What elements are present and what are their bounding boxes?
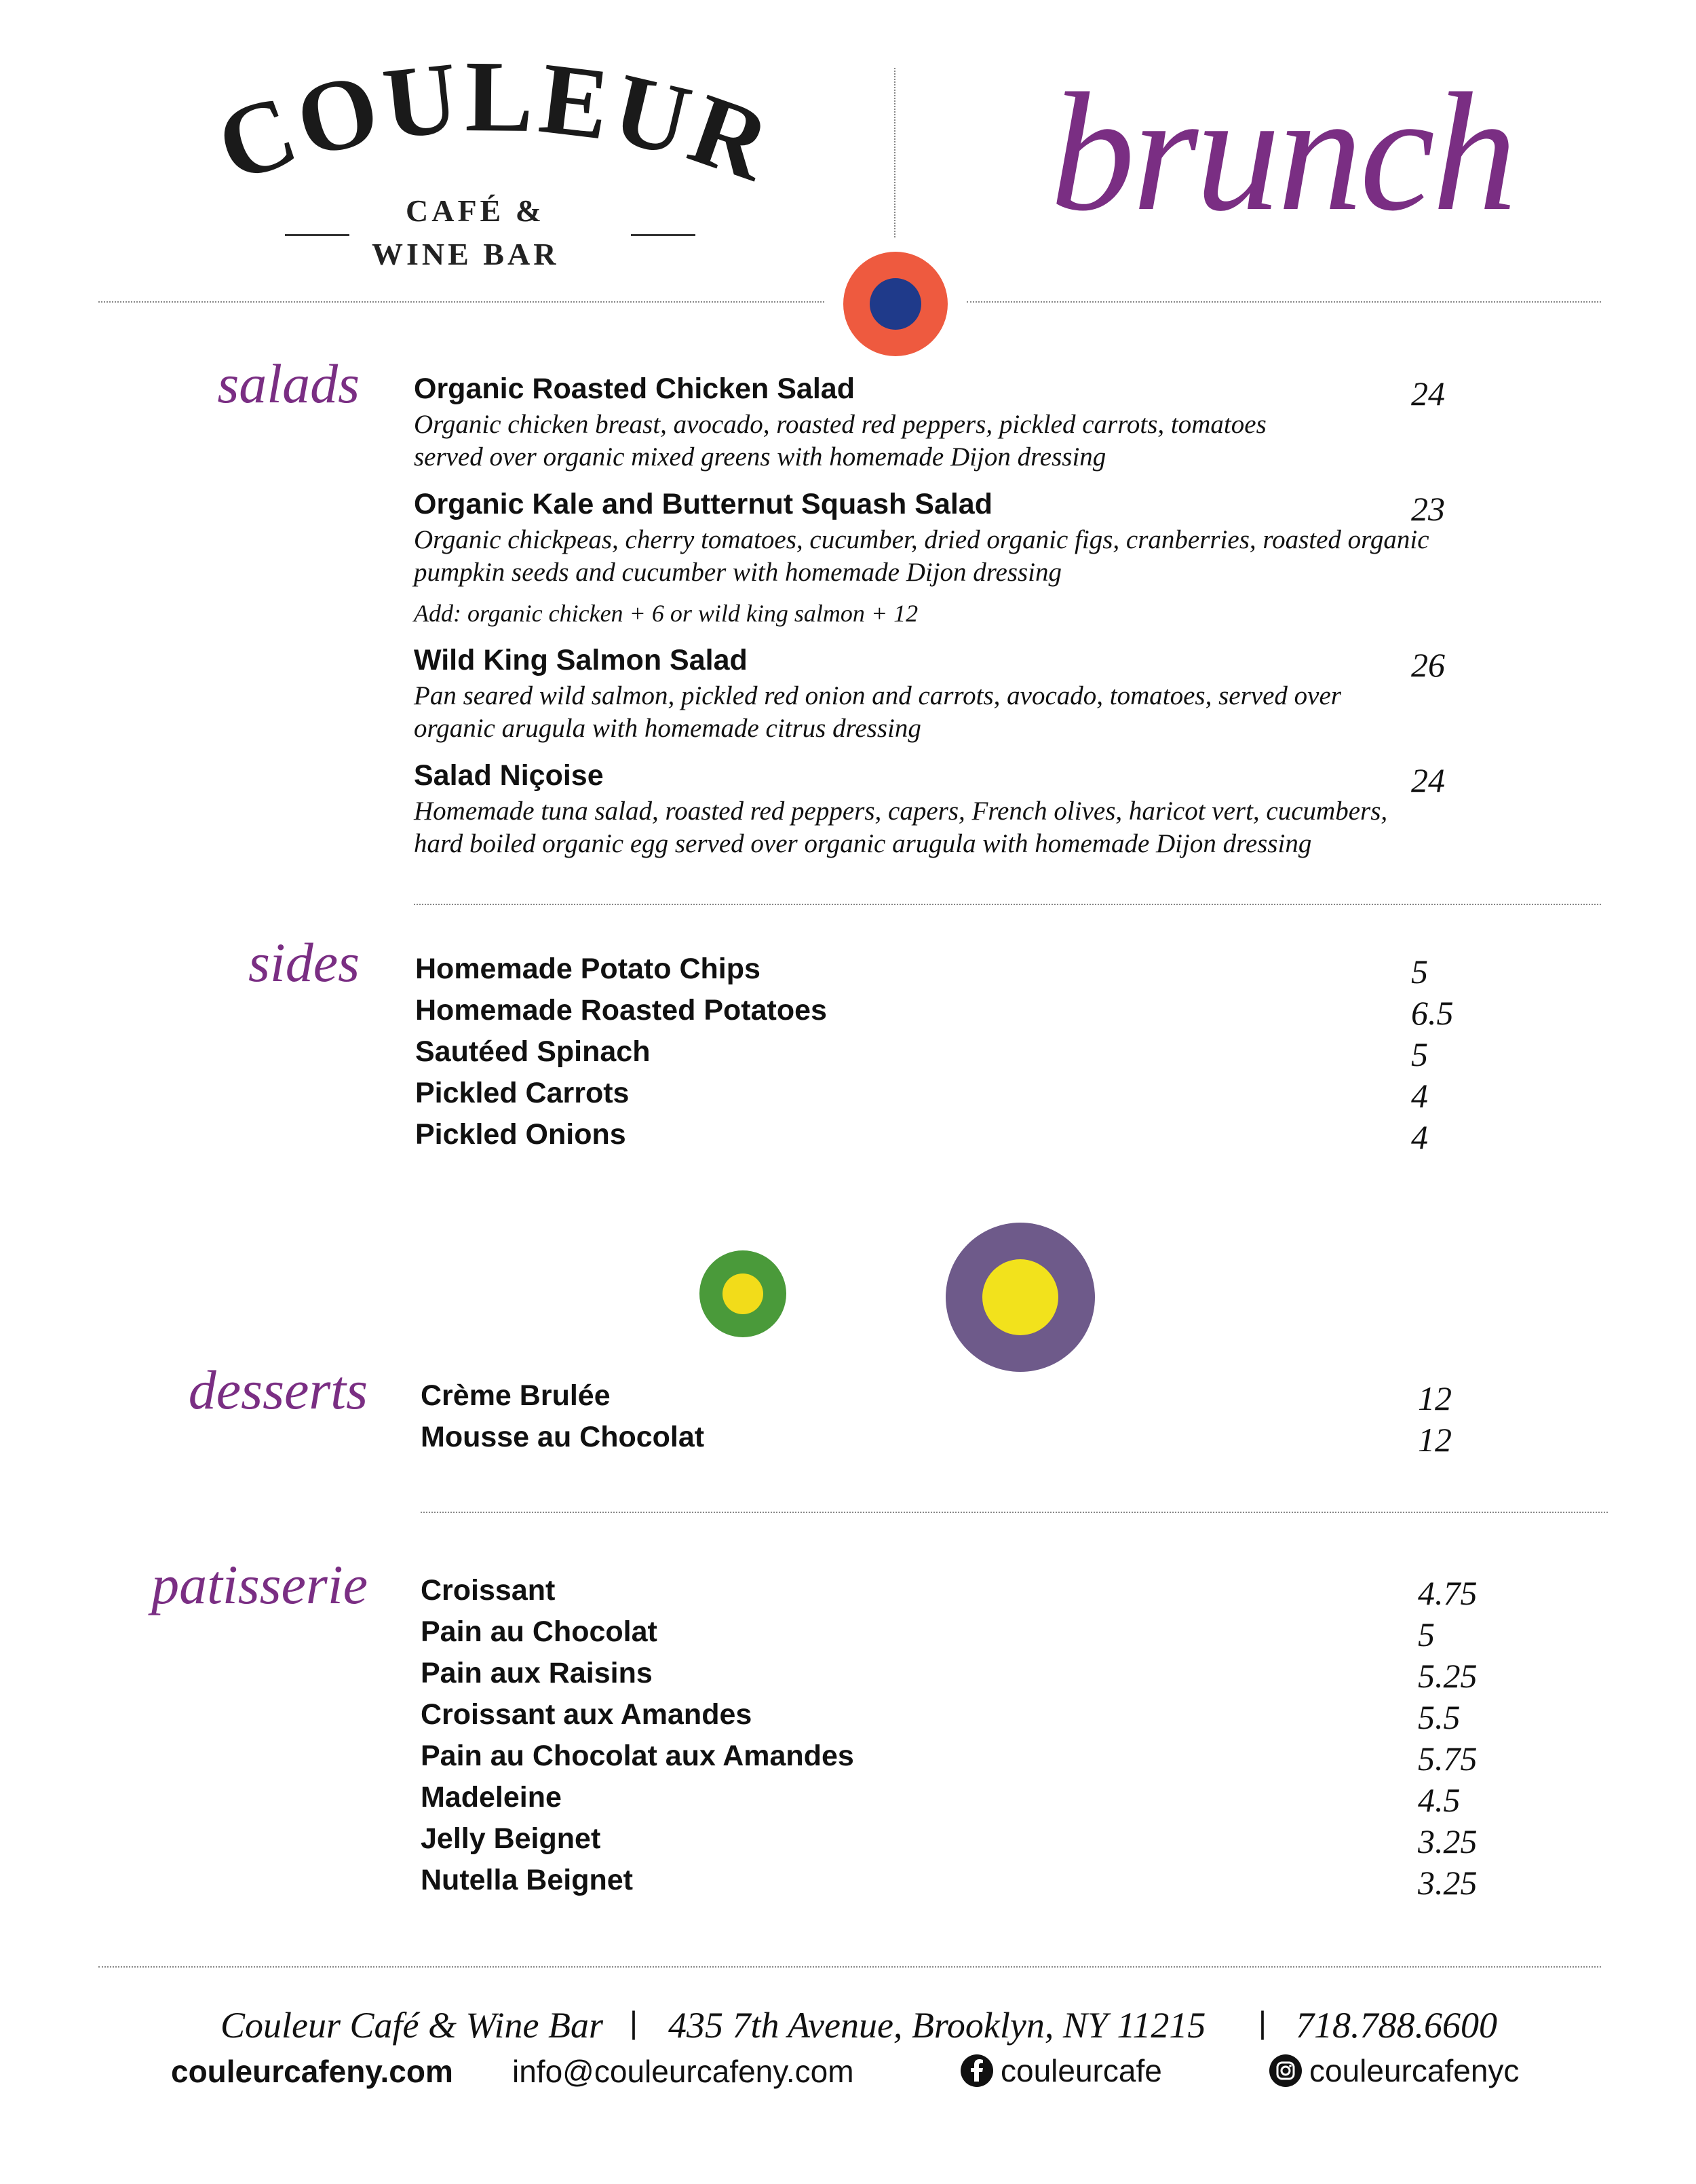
item-name: Jelly Beignet (421, 1822, 601, 1855)
item-name: Madeleine (421, 1781, 562, 1814)
item-name: Pickled Carrots (415, 1077, 630, 1109)
item-name: Pain au Chocolat (421, 1615, 657, 1648)
header-rule-left (98, 301, 824, 303)
footer-website-link[interactable]: couleurcafeny.com (171, 2054, 453, 2089)
footer-separator: | (1258, 2005, 1267, 2040)
item-name: Crème Brulée (421, 1379, 611, 1412)
item-name: Salad Niçoise (414, 759, 604, 792)
item-name: Wild King Salmon Salad (414, 644, 748, 676)
footer-rule (98, 1966, 1601, 1968)
item-desc: Organic chickpeas, cherry tomatoes, cucumber, dried organic figs, cranberries, roasted organic (414, 525, 1429, 554)
item-price: 4.75 (1418, 1574, 1478, 1612)
decor-dot-red-icon (841, 250, 950, 358)
footer-email-link[interactable]: info@couleurcafeny.com (512, 2054, 854, 2089)
instagram-icon (1269, 2054, 1303, 2088)
item-price: 3.25 (1418, 1822, 1478, 1860)
item-price: 4 (1411, 1118, 1428, 1156)
logo-line-winebar: WINE BAR (372, 237, 560, 271)
item-name: Mousse au Chocolat (421, 1421, 705, 1453)
item-name: Croissant aux Amandes (421, 1698, 752, 1731)
item-desc: Organic chicken breast, avocado, roasted red peppers, pickled carrots, tomatoes (414, 410, 1267, 439)
item-price: 5.25 (1418, 1657, 1478, 1695)
item-price: 26 (1411, 646, 1445, 684)
logo-line-cafe: CAFÉ & (406, 193, 545, 228)
item-price: 12 (1418, 1421, 1452, 1459)
item-price: 4 (1411, 1077, 1428, 1115)
section-label-patisserie: patisserie (151, 1554, 368, 1615)
section-label-salads: salads (217, 353, 360, 415)
item-price: 5.5 (1418, 1698, 1461, 1736)
item-desc: Homemade tuna salad, roasted red peppers, capers, French olives, haricot vert, cucumbers, (414, 797, 1388, 826)
svg-text:COULEUR (204, 54, 787, 204)
divider-salads (414, 904, 1601, 905)
footer-address: 435 7th Avenue, Brooklyn, NY 11215 (668, 2005, 1206, 2046)
footer-separator: | (630, 2005, 638, 2040)
footer-instagram[interactable] (1269, 2054, 1519, 2088)
item-name: Croissant (421, 1574, 556, 1607)
item-name: Homemade Potato Chips (415, 953, 760, 985)
item-price: 6.5 (1411, 994, 1454, 1032)
facebook-icon (960, 2054, 994, 2088)
item-name: Pain au Chocolat aux Amandes (421, 1740, 854, 1772)
item-name: Homemade Roasted Potatoes (415, 994, 827, 1027)
item-desc: Pan seared wild salmon, pickled red onion and carrots, avocado, tomatoes, served over (414, 681, 1341, 710)
item-desc: pumpkin seeds and cucumber with homemade Dijon dressing (414, 558, 1062, 587)
item-price: 23 (1411, 490, 1445, 528)
item-price: 4.5 (1418, 1781, 1461, 1819)
footer-facebook[interactable] (960, 2054, 1162, 2088)
decor-dot-green-icon (697, 1248, 789, 1340)
item-price: 24 (1411, 375, 1445, 413)
item-name: Pickled Onions (415, 1118, 626, 1151)
footer-business-name: Couleur Café & Wine Bar (220, 2005, 603, 2046)
logo-rule-left (285, 234, 349, 236)
item-name: Organic Kale and Butternut Squash Salad (414, 488, 992, 520)
section-label-sides: sides (248, 932, 360, 993)
menu-title: brunch (1050, 58, 1515, 246)
header-divider-vertical (894, 68, 895, 237)
header-rule-right (967, 301, 1601, 303)
footer-phone: 718.788.6600 (1296, 2005, 1497, 2046)
item-name: Sautéed Spinach (415, 1035, 651, 1068)
section-label-desserts: desserts (188, 1359, 368, 1421)
item-price: 5 (1411, 953, 1428, 991)
item-price: 5.75 (1418, 1740, 1478, 1778)
logo-name: COULEUR (204, 54, 787, 204)
decor-dot-purple-icon (944, 1221, 1097, 1374)
item-name: Nutella Beignet (421, 1864, 633, 1896)
item-name: Organic Roasted Chicken Salad (414, 372, 855, 405)
item-price: 5 (1411, 1035, 1428, 1073)
item-desc: organic arugula with homemade citrus dressing (414, 714, 921, 743)
item-desc: hard boiled organic egg served over organic arugula with homemade Dijon dressing (414, 829, 1312, 858)
item-name: Pain aux Raisins (421, 1657, 653, 1689)
logo-rule-right (631, 234, 695, 236)
item-desc: served over organic mixed greens with homemade Dijon dressing (414, 442, 1106, 472)
divider-desserts (421, 1512, 1608, 1513)
salad-addon: Add: organic chicken + 6 or wild king salmon + 12 (414, 600, 919, 627)
instagram-handle: couleurcafenyc (1309, 2053, 1520, 2088)
item-price: 5 (1418, 1615, 1435, 1653)
facebook-handle: couleurcafe (1001, 2053, 1162, 2088)
item-price: 12 (1418, 1379, 1452, 1417)
item-price: 3.25 (1418, 1864, 1478, 1902)
item-price: 24 (1411, 761, 1445, 799)
